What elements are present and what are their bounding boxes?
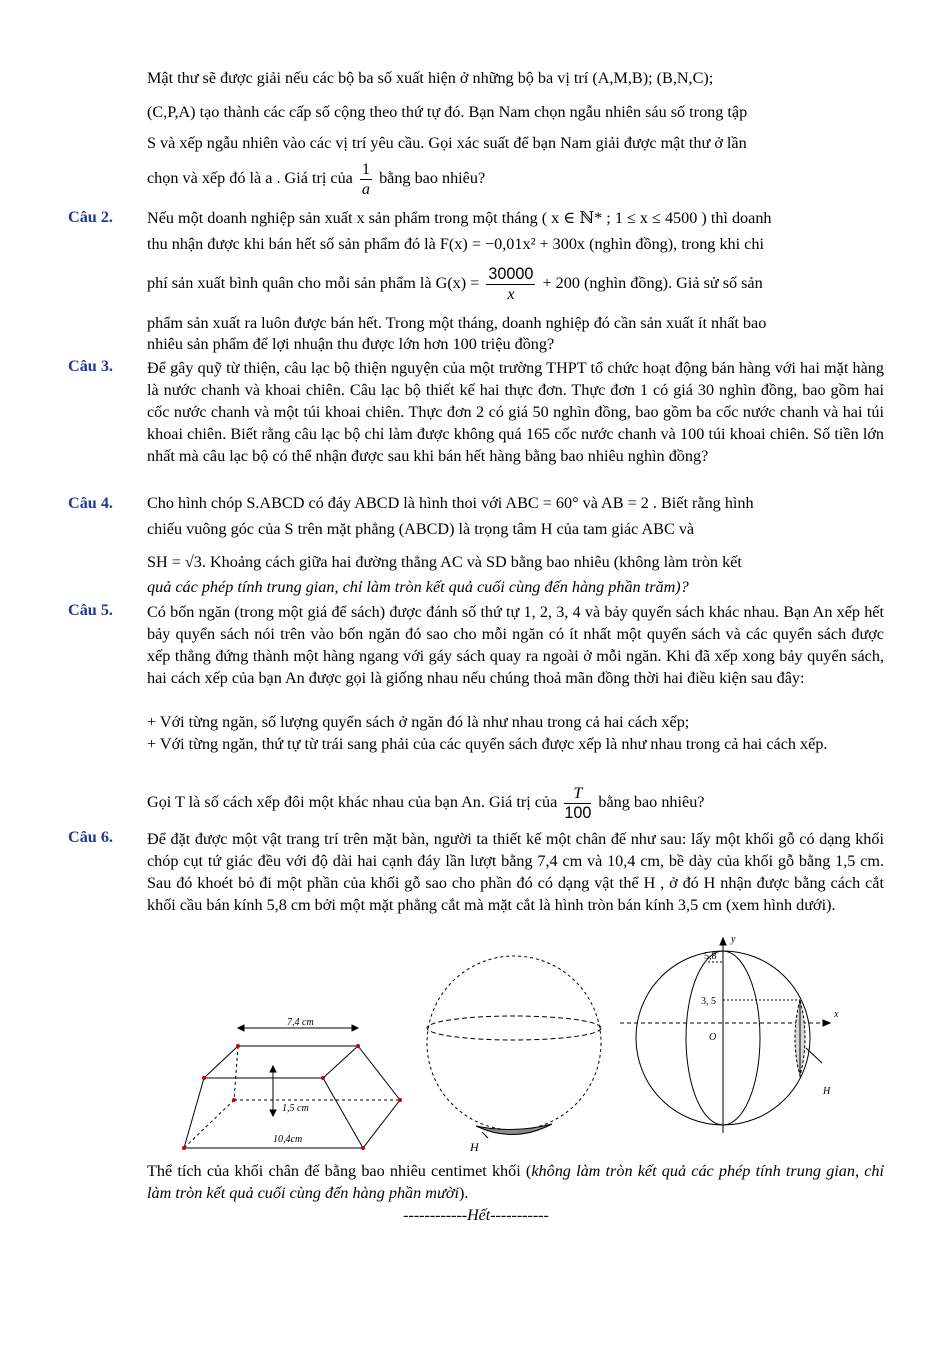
question-4-label: Câu 4. xyxy=(68,494,113,512)
intro-line-4-text: chọn và xếp đó là a . Giá trị của xyxy=(147,169,353,188)
q5-ask-end: bằng bao nhiêu? xyxy=(598,793,705,812)
q2-line-3 xyxy=(147,265,884,304)
q6-final xyxy=(147,1160,884,1204)
hidden-lateral xyxy=(234,1046,238,1100)
end-marker: ------------Hết----------- xyxy=(403,1207,549,1224)
intro-line-3: S và xếp ngẫu nhiên vào các vị trí yêu cầu. Gọi xác suất để bạn Nam giải được mật thư ở lần xyxy=(147,134,747,152)
intro-line-4-end: bằng bao nhiêu? xyxy=(379,169,486,188)
arrow-up-icon xyxy=(270,1066,276,1072)
right-front-lateral xyxy=(323,1078,363,1148)
label-3-5: 3, 5 xyxy=(701,996,716,1007)
label-5-8: 5,8 xyxy=(704,951,717,962)
hidden-edges xyxy=(184,1046,400,1148)
sphere-outline xyxy=(427,956,601,1130)
q5-condition-1: + Với từng ngăn, số lượng quyển sách ở ngăn đó là như nhau trong cả hai cách xếp; xyxy=(147,713,690,731)
fraction-T-over-100 xyxy=(564,784,591,823)
hidden-left-bottom xyxy=(184,1100,234,1148)
top-left-edge xyxy=(204,1046,238,1078)
frac-num: T xyxy=(564,784,591,804)
q6-final-end: ). xyxy=(458,1184,469,1202)
y-arrow-icon xyxy=(720,938,726,945)
q4-line-2: chiếu vuông góc của S trên mặt phẳng (ABCD) là trọng tâm H của tam giác ABC và xyxy=(147,520,695,538)
q4-line-3: SH = √3. Khoảng cách giữa hai đường thẳng AC và SD bằng bao nhiêu (không làm tròn kết xyxy=(147,553,742,571)
question-3-label: Câu 3. xyxy=(68,357,113,375)
q6-final-italic: không làm tròn kết quả các phép tính trung gian, chỉ làm tròn kết quả cuối cùng đến hàng phần mười xyxy=(147,1162,884,1202)
q2-line-4: phẩm sản xuất ra luôn được bán hết. Trong một tháng, doanh nghiệp đó cần sản xuất ít nhất bao xyxy=(147,314,767,332)
arrow-left-icon xyxy=(238,1025,244,1031)
label-bottom-edge: 10,4cm xyxy=(273,1134,303,1145)
label-H-cap: H xyxy=(823,1086,831,1097)
q5-text: Có bốn ngăn (trong một giá để sách) được đánh số thứ tự 1, 2, 3, 4 và bảy quyển sách khác nhau. Bạn An xếp hết bảy quyển sách nói trên vào bốn ngăn đó sao cho mỗi ngăn có ít nhất một quyển sách và các quyển sách được xếp thẳng đứng thành một hàng ngang với gáy sách quay ra ngoài ở mỗi ngăn. Khi đã xếp xong bảy quyển sách, hai cách xếp của bạn An được gọi là giống nhau nếu chúng thoả mãn đồng thời hai điều kiện sau đây: xyxy=(147,603,884,687)
label-x-axis: x xyxy=(834,1009,839,1020)
equator-ellipse xyxy=(427,1016,601,1040)
intro-line-1: Mật thư sẽ được giải nếu các bộ ba số xuất hiện ở những bộ ba vị trí (A,M,B); (B,N,C); xyxy=(147,69,714,87)
vertex xyxy=(356,1044,360,1048)
q5-ask-text: Gọi T là số cách xếp đôi một khác nhau của bạn An. Giá trị của xyxy=(147,793,558,812)
vertex xyxy=(361,1146,365,1150)
vertex xyxy=(232,1098,236,1102)
figure-panel xyxy=(0,928,952,1158)
q6-final-text: Thể tích của khối chân đế bằng bao nhiêu centimet khối ( xyxy=(147,1162,532,1180)
vertex xyxy=(236,1044,240,1048)
frac-den: 100 xyxy=(564,804,592,822)
label-height: 1,5 cm xyxy=(282,1103,309,1114)
vertex xyxy=(202,1076,206,1080)
frac-den: x xyxy=(507,285,515,303)
fraction-30000-over-x xyxy=(486,265,535,304)
q2-line-1: Nếu một doanh nghiệp sản xuất x sản phẩm trong một tháng ( x ∈ ℕ* ; 1 ≤ x ≤ 4500 ) thì doanh xyxy=(147,209,772,227)
intro-line-2: (C,P,A) tạo thành các cấp số cộng theo thứ tự đó. Bạn Nam chọn ngẫu nhiên sáu số trong tập xyxy=(147,103,748,121)
q5-condition-2: + Với từng ngăn, thứ tự từ trái sang phải của các quyển sách được xếp là như nhau trong cả hai cách xếp. xyxy=(147,735,828,753)
fraction-1-over-a xyxy=(360,160,372,199)
label-top-edge: 7,4 cm xyxy=(287,1017,314,1028)
q5-ask xyxy=(147,784,884,823)
q3-text: Để gây quỹ từ thiện, câu lạc bộ thiện nguyện của một trường THPT tổ chức hoạt động bán hàng với hai mặt hàng là nước chanh và khoai chiên. Câu lạc bộ thiết kế hai thực đơn. Thực đơn 1 có giá 30 nghìn đồng, bao gồm hai cốc nước chanh và một túi khoai chiên. Thực đơn 2 có giá 50 nghìn đồng, bao gồm ba cốc nước chanh và hai túi khoai chiên. Biết rằng câu lạc bộ chỉ làm được không quá 165 cốc nước chanh và 100 túi khoai chiên. Số tiền lớn nhất mà câu lạc bộ có thể nhận được sau khi bán hết hàng bằng bao nhiêu nghìn đồng? xyxy=(147,359,884,465)
label-y-axis: y xyxy=(731,934,736,945)
q2-line-2: thu nhận được khi bán hết số sản phẩm đó là F(x) = −0,01x² + 300x (nghìn đồng), trong khi chi xyxy=(147,235,764,253)
q2-line-3-text: phí sản xuất bình quân cho mỗi sản phẩm là G(x) = xyxy=(147,274,480,293)
q2-line-3-end: + 200 (nghìn đồng). Giả sử số sản xyxy=(542,274,763,293)
question-2-label: Câu 2. xyxy=(68,208,113,226)
bottom-right-edge xyxy=(363,1100,400,1148)
frac-num: 30000 xyxy=(488,265,534,283)
label-H-sphere: H xyxy=(470,1140,479,1154)
top-right-edge xyxy=(323,1046,358,1078)
question-6-label: Câu 6. xyxy=(68,828,113,846)
question-5-label: Câu 5. xyxy=(68,601,113,619)
q4-line-4: quả các phép tính trung gian, chỉ làm tròn kết quả cuối cùng đến hàng phần trăm)? xyxy=(147,578,689,596)
q4-line-1: Cho hình chóp S.ABCD có đáy ABCD là hình thoi với ABC = 60° và AB = 2 . Biết rằng hình xyxy=(147,494,754,512)
vertex xyxy=(321,1076,325,1080)
label-origin: O xyxy=(709,1032,717,1043)
intro-line-4 xyxy=(147,160,884,199)
pointer-line xyxy=(482,1132,488,1138)
frac-den: a xyxy=(361,180,371,198)
frac-num: 1 xyxy=(361,160,371,178)
arrow-down-icon xyxy=(270,1110,276,1116)
vertex xyxy=(398,1098,402,1102)
frustum-figure xyxy=(184,1025,400,1148)
coordinate-sphere-figure xyxy=(620,938,830,1133)
x-arrow-icon xyxy=(823,1020,830,1026)
right-back-lateral xyxy=(358,1046,400,1100)
q2-line-5: nhiêu sản phẩm để lợi nhuận thu được lớn hơn 100 triệu đồng? xyxy=(147,335,555,353)
sphere-figure xyxy=(427,956,601,1138)
vertex xyxy=(182,1146,186,1150)
arrow-right-icon xyxy=(352,1025,358,1031)
left-front-lateral xyxy=(184,1078,204,1148)
q6-text: Để đặt được một vật trang trí trên mặt bàn, người ta thiết kế một chân đế như sau: lấy một khối gỗ có dạng khối chóp cụt tứ giác đều với độ dài hai cạnh đáy lần lượt bằng 7,4 cm và 10,4 cm, bề dày của khối gỗ bằng 1,5 cm. Sau đó khoét bỏ đi một phần của khối gỗ sao cho phần đó có dạng vật thể H , ở đó H nhận được bằng cách cắt khối cầu bán kính 5,8 cm bởi một mặt phẳng cắt mà mặt cắt là hình tròn bán kính 3,5 cm (xem hình dưới). xyxy=(147,830,884,914)
